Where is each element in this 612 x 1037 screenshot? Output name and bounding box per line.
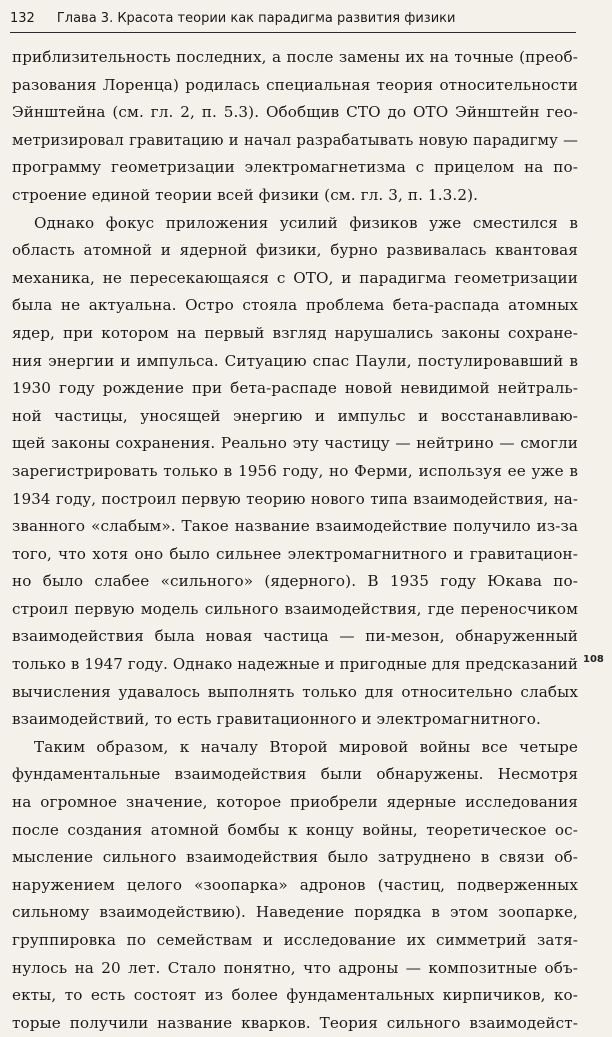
text-line: 1930 году рождение при бета-распаде новой невидимой нейтраль-: [12, 379, 578, 398]
text-line: взаимодействий, то есть гравитационного и электромагнитного.: [12, 710, 541, 729]
text-line: строение единой теории всей физики (см. гл. 3, п. 1.3.2).: [12, 185, 479, 204]
text-line: наружением целого «зоопарка» адронов (частиц, подверженных: [12, 875, 578, 894]
text-line: метризировал гравитацию и начал разрабатывать новую парадигму —: [12, 131, 578, 149]
page-number: 132: [10, 10, 35, 26]
text-line: торые получили название кварков. Теория сильного взаимодейст-: [12, 1013, 578, 1032]
text-line: приблизительность последних, а после замены их на точные (преоб-: [12, 48, 578, 66]
text-line: вычисления удавалось выполнять только для относительно слабых: [12, 682, 578, 701]
text-line: взаимодействия была новая частица — пи-мезон, обнаруженный: [12, 627, 578, 646]
text-line: механика, не пересекающаяся с ОТО, и парадигма геометризации: [12, 268, 578, 287]
text-line: фундаментальные взаимодействия были обнаружены. Несмотря: [12, 765, 578, 784]
text-line: только в 1947 году. Однако надежные и пригодные для предсказаний: [12, 655, 578, 674]
text-line: после создания атомной бомбы к концу войны, теоретическое ос-: [12, 820, 578, 839]
text-line: область атомной и ядерной физики, бурно развивалась квантовая: [12, 241, 578, 260]
body-text: [12, 44, 578, 1037]
text-line: ной частицы, уносящей энергию и импульс и восстанавливаю-: [12, 406, 578, 425]
text-line: но было слабее «сильного» (ядерного). В 1935 году Юкава по-: [12, 572, 578, 591]
chapter-title: Глава 3. Красота теории как парадигма развития физики: [56, 10, 456, 26]
text-line: Таким образом, к началу Второй мировой войны все четыре: [34, 737, 578, 756]
text-line: того, что хотя оно было сильнее электромагнитного и гравитацион-: [12, 544, 578, 563]
text-line: зарегистрировать только в 1956 году, но Ферми, используя ее уже в: [12, 461, 578, 480]
text-line: строил первую модель сильного взаимодействия, где переносчиком: [12, 599, 578, 618]
text-line: была не актуальна. Остро стояла проблема бета-распада атомных: [12, 296, 578, 315]
text-line: ядер, при котором на первый взгляд нарушались законы сохране-: [12, 323, 578, 342]
text-line: Однако фокус приложения усилий физиков уже сместился в: [34, 213, 578, 232]
text-line: мысление сильного взаимодействия было затруднено в связи об-: [12, 848, 578, 867]
text-line: екты, то есть состоят из более фундаментальных кирпичиков, ко-: [12, 986, 578, 1005]
text-line: щей законы сохранения. Реально эту частицу — нейтрино — смогли: [12, 434, 578, 453]
margin-page-marker: 108: [583, 654, 604, 665]
text-line: разования Лоренца) родилась специальная теория относительности: [12, 75, 578, 94]
text-line: программу геометризации электромагнетизма с прицелом на по-: [12, 158, 578, 177]
text-line: нулось на 20 лет. Стало понятно, что адроны — композитные объ-: [12, 958, 578, 977]
text-line: группировка по семействам и исследование их симметрий затя-: [12, 931, 578, 949]
text-line: на огромное значение, которое приобрели ядерные исследования: [12, 793, 578, 812]
text-line: Эйнштейна (см. гл. 2, п. 5.3). Обобщив СТО до ОТО Эйнштейн гео-: [12, 103, 578, 122]
text-line: 1934 году, построил первую теорию нового типа взаимодействия, на-: [12, 489, 578, 508]
text-line: сильному взаимодействию). Наведение порядка в этом зоопарке,: [12, 903, 578, 922]
text-line: ния энергии и импульса. Ситуацию спас Паули, постулировавший в: [12, 351, 578, 370]
text-line: званного «слабым». Такое название взаимодействие получило из-за: [12, 517, 578, 536]
running-head: [10, 4, 576, 33]
